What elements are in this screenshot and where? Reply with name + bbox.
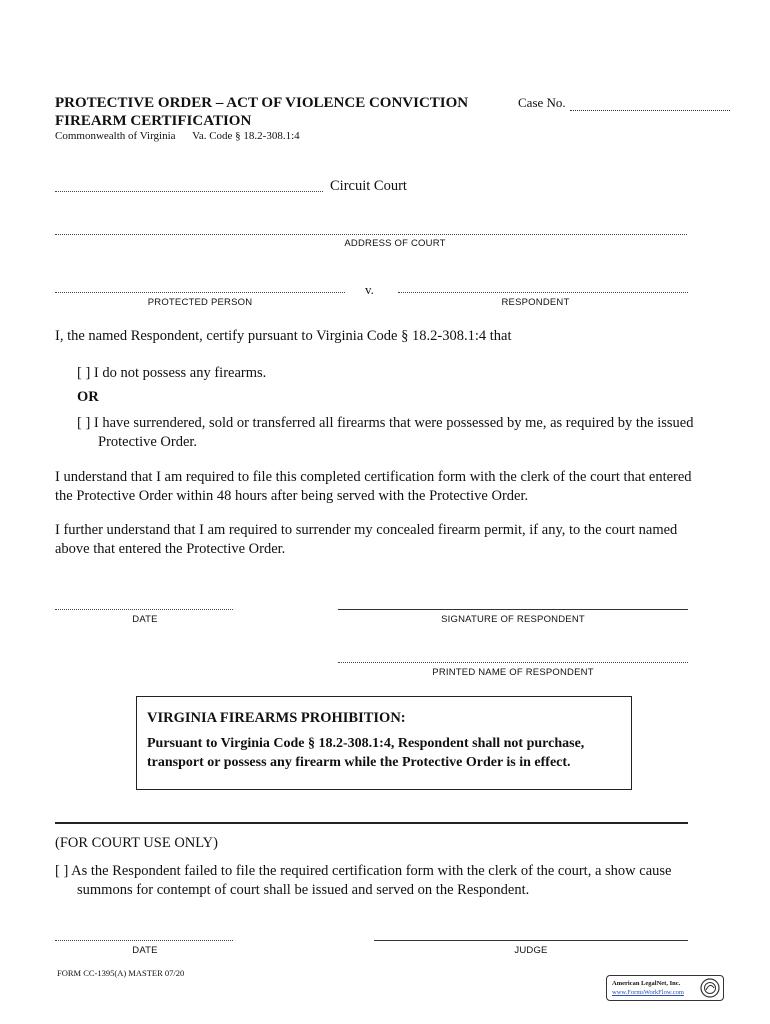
- form-subtitle: [55, 130, 314, 142]
- publisher-name: American LegalNet, Inc.: [612, 980, 681, 987]
- respondent-line[interactable]: [398, 292, 688, 293]
- prohibition-text-line1: Pursuant to Virginia Code § 18.2-308.1:4, Respondent shall not purchase,: [147, 736, 585, 751]
- court-date-label: DATE: [132, 945, 158, 956]
- prohibition-text-line2: transport or possess any firearm while the Protective Order is in effect.: [147, 755, 571, 770]
- checkbox-surrendered[interactable]: [ ]: [77, 415, 91, 431]
- checkbox-show-cause[interactable]: [ ]: [55, 863, 69, 879]
- code-reference: Va. Code § 18.2-308.1:4: [192, 130, 300, 142]
- show-cause-text: As the Respondent failed to file the required certification form with the clerk of the court, a show cause: [71, 863, 672, 879]
- case-number-field[interactable]: [518, 95, 730, 111]
- show-cause-text-cont: summons for contempt of court shall be issued and served on the Respondent.: [77, 882, 530, 898]
- permit-surrender-line1: I further understand that I am required to surrender my concealed firearm permit, if any, to the court named: [55, 522, 678, 538]
- filing-requirement-line2: the Protective Order within 48 hours after being served with the Protective Order.: [55, 488, 529, 504]
- or-separator: OR: [77, 389, 99, 405]
- circuit-court-line[interactable]: [55, 191, 323, 192]
- form-identifier: FORM CC-1395(A) MASTER 07/20: [57, 968, 185, 978]
- court-use-divider: [55, 822, 688, 824]
- respondent-signature-label: SIGNATURE OF RESPONDENT: [441, 614, 585, 625]
- prohibition-heading: VIRGINIA FIREARMS PROHIBITION:: [147, 710, 406, 726]
- option-surrendered-text: I have surrendered, sold or transferred all firearms that were possessed by me, as required by the issued: [93, 415, 694, 431]
- court-date-line[interactable]: [55, 940, 233, 941]
- court-address-line[interactable]: [55, 234, 687, 235]
- filing-requirement-line1: I understand that I am required to file this completed certification form with the clerk of the court that entered: [55, 469, 692, 485]
- court-use-heading: (FOR COURT USE ONLY): [55, 835, 218, 851]
- form-title: [55, 94, 495, 130]
- case-number-label: Case No.: [518, 95, 566, 110]
- option-surrendered-text-cont: Protective Order.: [98, 434, 198, 450]
- address-of-court-label: ADDRESS OF COURT: [344, 238, 446, 249]
- firearms-prohibition-box: [136, 696, 632, 790]
- circuit-court-label: Circuit Court: [330, 178, 407, 194]
- printed-name-line[interactable]: [338, 662, 688, 663]
- checkbox-no-firearms[interactable]: [ ]: [77, 365, 91, 381]
- protected-person-label: PROTECTED PERSON: [147, 297, 253, 308]
- form-title-line2: FIREARM CERTIFICATION: [55, 113, 252, 129]
- form-title-line1: PROTECTIVE ORDER – ACT OF VIOLENCE CONVICTION: [55, 95, 469, 111]
- judge-signature-line[interactable]: [374, 940, 688, 941]
- option-surrendered[interactable]: [77, 414, 693, 433]
- judge-label: JUDGE: [514, 945, 548, 956]
- publisher-link[interactable]: www.FormsWorkFlow.com: [612, 989, 684, 996]
- option-no-firearms[interactable]: [77, 364, 266, 383]
- versus-text: v.: [365, 282, 374, 297]
- respondent-signature-line[interactable]: [338, 609, 688, 610]
- certification-intro: I, the named Respondent, certify pursuant to Virginia Code § 18.2-308.1:4 that: [55, 328, 512, 344]
- respondent-date-label: DATE: [132, 614, 158, 625]
- respondent-date-line[interactable]: [55, 609, 233, 610]
- option-no-firearms-text: I do not possess any firearms.: [93, 365, 267, 381]
- protected-person-line[interactable]: [55, 292, 345, 293]
- show-cause-option[interactable]: [55, 862, 671, 881]
- permit-surrender-line2: above that entered the Protective Order.: [55, 541, 286, 557]
- respondent-label: RESPONDENT: [501, 297, 570, 308]
- printed-name-label: PRINTED NAME OF RESPONDENT: [432, 667, 594, 678]
- case-number-line[interactable]: [570, 98, 730, 111]
- publisher-seal-icon: [700, 978, 720, 998]
- publisher-logo[interactable]: [606, 975, 724, 1001]
- jurisdiction-text: Commonwealth of Virginia: [55, 130, 176, 142]
